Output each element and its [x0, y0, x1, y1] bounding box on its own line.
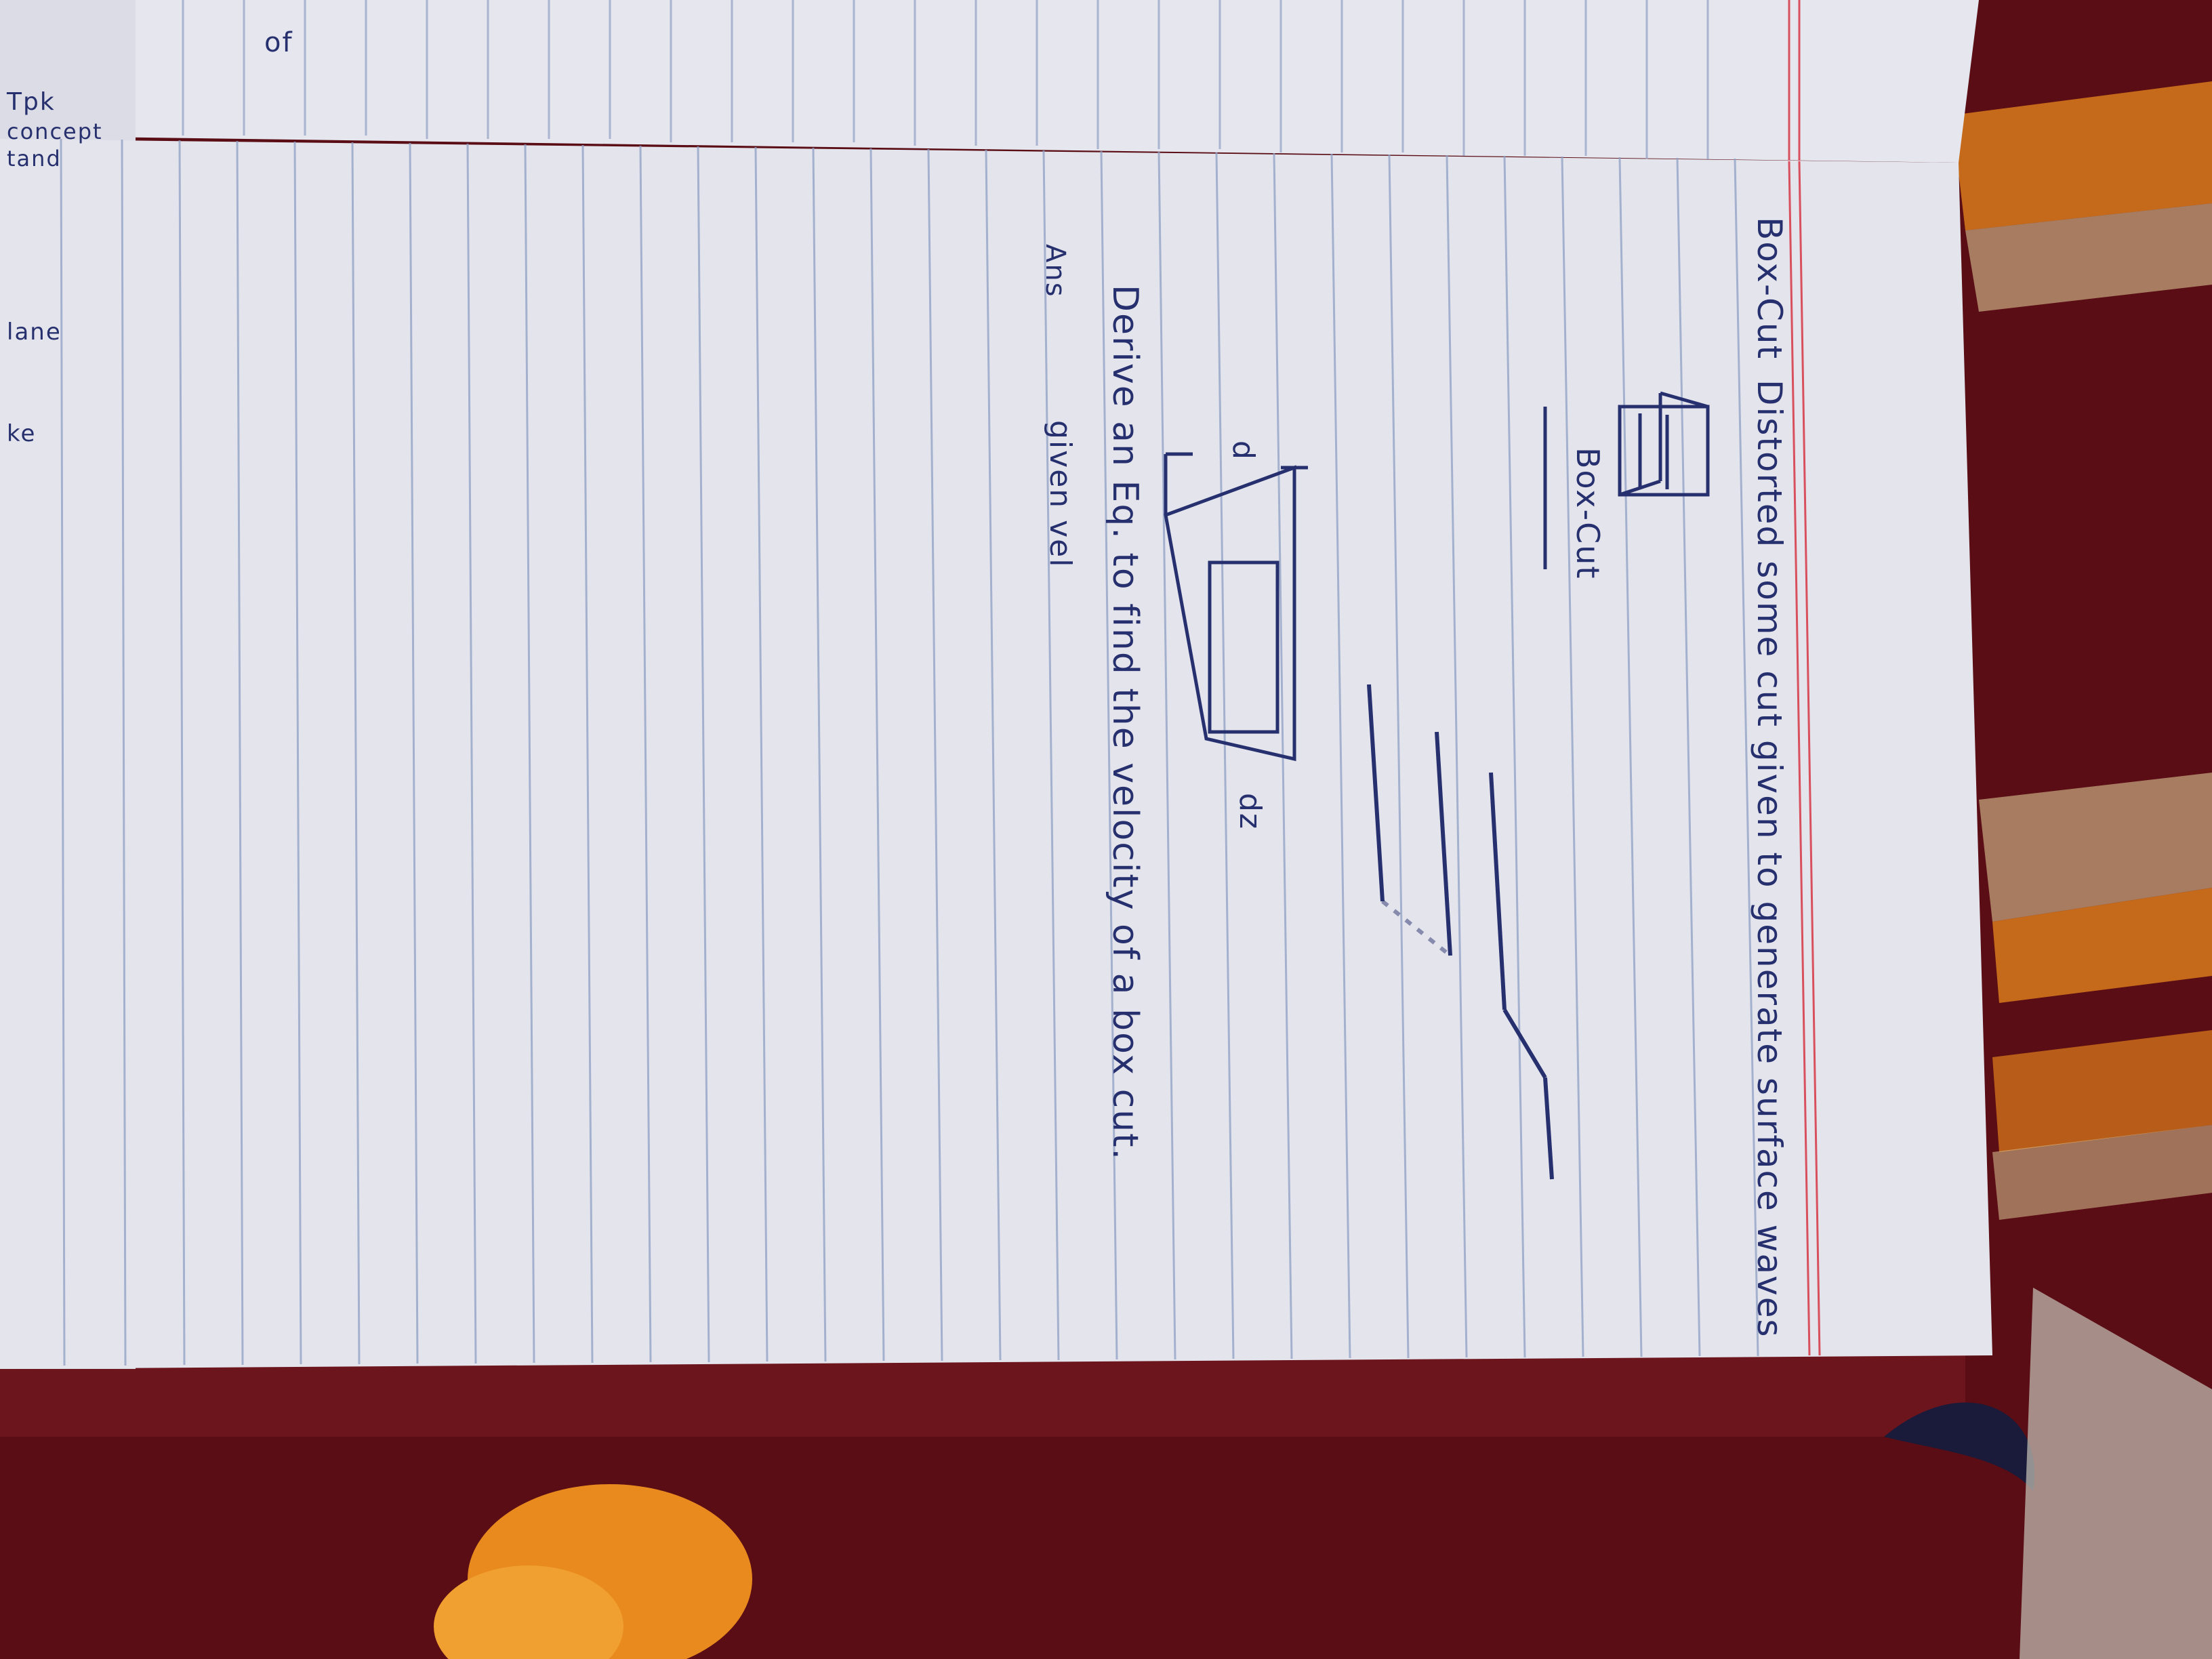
margin-note-4: tand — [7, 146, 62, 171]
margin-note-3: concept — [7, 119, 103, 144]
answer-note: given vel — [1043, 420, 1078, 569]
previous-page — [0, 0, 1979, 163]
margin-note-5: lane — [7, 319, 62, 346]
margin-note-2: Tpk — [7, 88, 56, 116]
heading-text: Distorted some cut given to generate surface waves — [1750, 380, 1789, 1338]
dz-label: dz — [1233, 793, 1267, 831]
d-label: d — [1226, 441, 1261, 461]
answer-label: Ans — [1040, 244, 1071, 298]
margin-note-6: ke — [7, 420, 37, 447]
margin-note-1: of — [264, 27, 293, 58]
question-label: Derive an Eq. to find the velocity of a box cut. — [1105, 285, 1145, 1162]
heading-label: Box-Cut — [1750, 217, 1789, 361]
diagram-label: Box-Cut — [1570, 447, 1606, 580]
